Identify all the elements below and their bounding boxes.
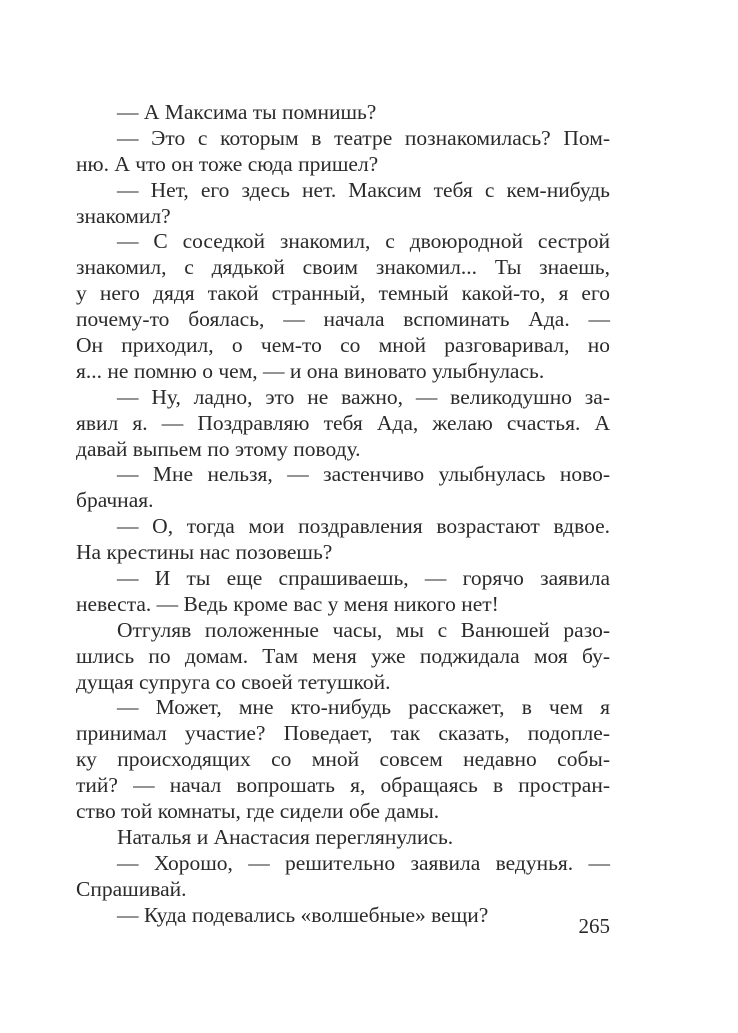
- body-text: [76, 100, 610, 929]
- text-line: явил я. — Поздравляю тебя Ада, желаю счастья. А: [76, 410, 610, 435]
- text-line: — С соседкой знакомил, с двоюродной сестрой: [117, 229, 610, 254]
- text-line: — А Максима ты помнишь?: [117, 100, 377, 124]
- text-line: шлись по домам. Там меня уже поджидала моя бу-: [76, 643, 610, 668]
- text-line: дущая супруга со своей тетушкой.: [76, 669, 391, 694]
- text-line: Он приходил, о чем-то со мной разговаривал, но: [76, 333, 610, 358]
- text-line: я... не помню о чем, — и она виновато улыбнулась.: [76, 358, 545, 383]
- text-line: знакомил, с дядькой своим знакомил... Ты знаешь,: [76, 255, 610, 280]
- text-line: принимал участие? Поведает, так сказать, подопле-: [76, 721, 610, 746]
- text-line: почему-то боялась, — начала вспоминать Ада. —: [76, 307, 610, 332]
- text-line: — И ты еще спрашиваешь, — горячо заявила: [117, 566, 610, 591]
- text-line: ку происходящих со мной совсем недавно собы-: [76, 747, 610, 772]
- text-line: брачная.: [76, 488, 154, 513]
- text-line: знакомил?: [76, 203, 171, 228]
- text-line: Наталья и Анастасия переглянулись.: [117, 824, 454, 849]
- text-line: невеста. — Ведь кроме вас у меня никого нет!: [76, 591, 499, 616]
- page-number: 265: [578, 914, 610, 938]
- text-line: — Мне нельзя, — застенчиво улыбнулась ново-: [117, 462, 610, 487]
- text-line: — Куда подевались «волшебные» вещи?: [117, 902, 489, 927]
- text-line: давай выпьем по этому поводу.: [76, 436, 361, 461]
- text-line: На крестины нас позовешь?: [76, 540, 333, 565]
- text-line: ню. А что он тоже сюда пришел?: [76, 151, 379, 176]
- text-line: у него дядя такой странный, темный какой-то, я его: [76, 281, 610, 306]
- text-line: — Ну, ладно, это не важно, — великодушно за-: [117, 384, 610, 409]
- text-line: Спрашивай.: [76, 876, 187, 901]
- text-line: ство той комнаты, где сидели обе дамы.: [76, 799, 440, 824]
- text-line: — Нет, его здесь нет. Максим тебя с кем-нибудь: [117, 177, 610, 202]
- text-line: Отгуляв положенные часы, мы с Ванюшей разо-: [117, 617, 610, 642]
- text-line: — Это с которым в театре познакомилась? Пом-: [117, 125, 610, 150]
- text-line: тий? — начал вопрошать я, обращаясь в простран-: [76, 773, 610, 798]
- text-line: — Хорошо, — решительно заявила ведунья. —: [117, 850, 610, 875]
- text-line: — О, тогда мои поздравления возрастают вдвое.: [117, 514, 610, 539]
- text-line: — Может, мне кто-нибудь расскажет, в чем я: [117, 695, 610, 720]
